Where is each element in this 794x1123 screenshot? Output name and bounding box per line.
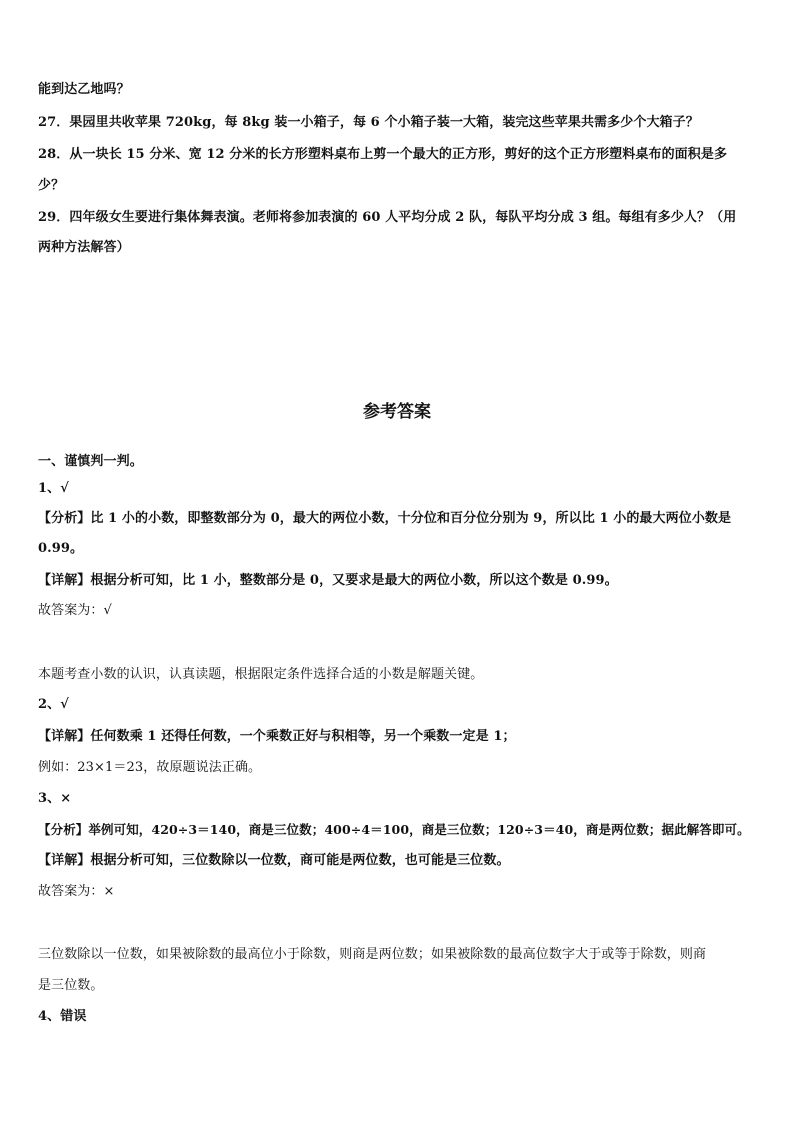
answer-1-analysis-line1: 【分析】比 1 小的小数，即整数部分为 0，最大的两位小数，十分位和百分位分别为 9，所以比 1 小的最大两位小数是 [38,511,732,526]
answer-3-head: 3、× [38,791,72,806]
answer-3-comment-line1: 三位数除以一位数，如果被除数的最高位小于除数，则商是两位数；如果被除数的最高位数字大于或等于除数，则商 [38,947,707,962]
answer-1-comment: 本题考查小数的认识，认真读题，根据限定条件选择合适的小数是解题关键。 [38,667,484,682]
answer-4-head: 4、错误 [38,1009,87,1024]
answer-1-conclusion: 故答案为：√ [38,603,112,618]
question-27: 27．果园里共收苹果 720kg，每 8kg 装一小箱子，每 6 个小箱子装一大箱，装完这些苹果共需多少个大箱子？ [38,115,699,130]
answer-2-detail: 【详解】任何数乘 1 还得任何数，一个乘数正好与积相等，另一个乘数一定是 1； [38,729,516,744]
answer-3-comment-line2: 是三位数。 [38,978,104,993]
answer-1-detail: 【详解】根据分析可知，比 1 小，整数部分是 0，又要求是最大的两位小数，所以这个数是 0.99。 [38,573,618,588]
section-heading: 一、谨慎判一判。 [38,454,143,469]
answer-1-head: 1、√ [38,481,69,496]
question-28-line2: 少？ [38,178,65,193]
answers-title: 参考答案 [363,402,431,422]
answer-3-conclusion: 故答案为：× [38,884,115,899]
answer-2-head: 2、√ [38,697,69,712]
answer-1-analysis-line2: 0.99。 [38,541,84,556]
answer-2-example: 例如：23×1＝23，故原题说法正确。 [38,760,262,775]
question-26-tail: 能到达乙地吗？ [38,82,130,97]
question-29-line1: 29．四年级女生要进行集体舞表演。老师将参加表演的 60 人平均分成 2 队，每队平均分成 3 组。每组有多少人？（用 [38,210,737,225]
answer-3-detail: 【详解】根据分析可知，三位数除以一位数，商可能是两位数，也可能是三位数。 [38,853,510,868]
question-28-line1: 28．从一块长 15 分米、宽 12 分米的长方形塑料桌布上剪一个最大的正方形，剪好的这个正方形塑料桌布的面积是多 [38,147,728,162]
question-29-line2: 两种方法解答） [38,240,130,255]
answer-3-analysis: 【分析】举例可知，420÷3＝140，商是三位数；400÷4＝100，商是三位数；120÷3＝40，商是两位数；据此解答即可。 [38,822,750,837]
